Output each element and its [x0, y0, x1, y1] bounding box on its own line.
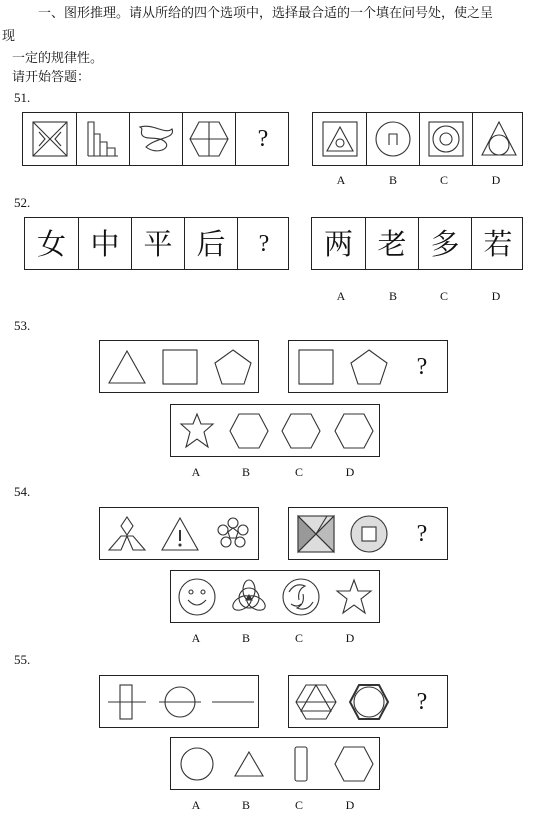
q52-label-b: B	[388, 289, 397, 303]
q54-option-d[interactable]	[327, 571, 381, 622]
q51-stem-figure-2	[76, 113, 129, 165]
instruction-line-3: 一定的规律性。	[12, 51, 104, 66]
q51-stem-figure-4	[182, 113, 235, 165]
q54-question-cell	[395, 508, 449, 559]
q53-label-c: C	[294, 465, 303, 479]
q53-label-d: D	[345, 465, 355, 479]
q51-option-c[interactable]	[419, 113, 472, 165]
q55-option-c[interactable]	[275, 738, 327, 789]
q51-option-d[interactable]	[472, 113, 524, 165]
q52-stem-strip	[24, 217, 289, 270]
q52-option-c[interactable]	[418, 218, 471, 269]
q55-rect-crossed-figure	[100, 676, 153, 727]
q52-options-strip	[311, 217, 523, 270]
q55-label-a: A	[191, 798, 201, 812]
q52-stem-char-1	[25, 218, 78, 269]
q55-line-figure	[206, 676, 260, 727]
option-character: 多	[430, 226, 460, 261]
q52-stem-char-2	[78, 218, 131, 269]
q52-stem-char-3	[131, 218, 184, 269]
question-mark: ?	[258, 230, 270, 257]
q51-stem-figure-3	[129, 113, 182, 165]
q54-option-c[interactable]	[275, 571, 327, 622]
q54-stem-group-2	[288, 507, 448, 560]
question-number-55: 55.	[14, 652, 31, 667]
q54-options-strip	[170, 570, 380, 623]
q53-pentagon-figure	[342, 341, 395, 392]
q54-label-b: B	[241, 631, 250, 645]
stem-character: 女	[36, 226, 66, 261]
option-character: 老	[377, 226, 407, 261]
question-number-53: 53.	[14, 318, 31, 333]
q52-stem-char-4	[184, 218, 237, 269]
q53-pentagon-figure	[206, 341, 260, 392]
q54-warning-triangle-figure	[153, 508, 206, 559]
q51-options-strip	[312, 112, 523, 166]
q52-label-d: D	[491, 289, 501, 303]
q53-square-figure	[153, 341, 206, 392]
q53-option-a[interactable]	[171, 405, 223, 456]
q54-label-c: C	[294, 631, 303, 645]
q51-label-d: D	[491, 173, 501, 187]
q55-label-c: C	[294, 798, 303, 812]
q55-options-strip	[170, 737, 380, 790]
q51-option-a[interactable]	[313, 113, 366, 165]
q51-label-a: A	[336, 173, 346, 187]
q53-question-cell	[395, 341, 449, 392]
q54-stem-group-1	[99, 507, 259, 560]
q53-label-a: A	[191, 465, 201, 479]
question-number-51: 51.	[14, 90, 31, 105]
stem-character: 后	[196, 226, 226, 261]
instruction-line-4: 请开始答题：	[12, 70, 91, 85]
question-mark: ?	[416, 688, 428, 715]
q51-label-c: C	[439, 173, 448, 187]
q52-label-a: A	[336, 289, 346, 303]
stem-character: 中	[90, 226, 120, 261]
q55-stem-group-1	[99, 675, 259, 728]
q53-options-strip	[170, 404, 380, 457]
instruction-line-1: 一、图形推理。请从所给的四个选项中，选择最合适的一个填在问号处，使之呈	[38, 6, 494, 21]
q52-option-a[interactable]	[312, 218, 365, 269]
q53-option-c[interactable]	[275, 405, 327, 456]
question-mark: ?	[257, 126, 269, 152]
q51-question-cell	[235, 113, 290, 165]
instruction-line-2: 现	[2, 29, 16, 44]
q55-option-b[interactable]	[223, 738, 275, 789]
option-character: 若	[483, 226, 513, 261]
q54-coin-figure	[342, 508, 395, 559]
q53-triangle-figure	[100, 341, 153, 392]
q54-flower-figure	[206, 508, 260, 559]
q54-option-a[interactable]	[171, 571, 223, 622]
question-number-52: 52.	[14, 195, 31, 210]
q53-stem-group-2	[288, 340, 448, 393]
q51-option-b[interactable]	[366, 113, 419, 165]
q52-option-d[interactable]	[471, 218, 524, 269]
stem-character: 平	[143, 226, 173, 261]
q53-option-b[interactable]	[223, 405, 275, 456]
q54-three-diamonds-figure	[100, 508, 153, 559]
q54-label-d: D	[345, 631, 355, 645]
q55-label-b: B	[241, 798, 250, 812]
q53-square-figure	[289, 341, 342, 392]
q54-pinwheel-square-figure	[289, 508, 342, 559]
q54-option-b[interactable]	[223, 571, 275, 622]
q53-option-d[interactable]	[327, 405, 381, 456]
q54-label-a: A	[191, 631, 201, 645]
q55-hexagon-triangle-figure	[289, 676, 342, 727]
q51-stem-strip	[22, 112, 289, 166]
q55-label-d: D	[345, 798, 355, 812]
q55-question-cell	[395, 676, 449, 727]
question-mark: ?	[416, 353, 428, 380]
q55-stem-group-2	[288, 675, 448, 728]
q55-option-d[interactable]	[327, 738, 381, 789]
q52-label-c: C	[439, 289, 448, 303]
question-number-54: 54.	[14, 484, 31, 499]
option-character: 两	[323, 226, 353, 261]
q52-question-cell	[237, 218, 290, 269]
q52-option-b[interactable]	[365, 218, 418, 269]
q55-option-a[interactable]	[171, 738, 223, 789]
q55-hexagon-circle-figure	[342, 676, 395, 727]
q51-label-b: B	[388, 173, 397, 187]
question-mark: ?	[416, 520, 428, 547]
q51-stem-figure-1	[23, 113, 76, 165]
q55-circle-crossed-figure	[153, 676, 206, 727]
q53-label-b: B	[241, 465, 250, 479]
q53-stem-group-1	[99, 340, 259, 393]
